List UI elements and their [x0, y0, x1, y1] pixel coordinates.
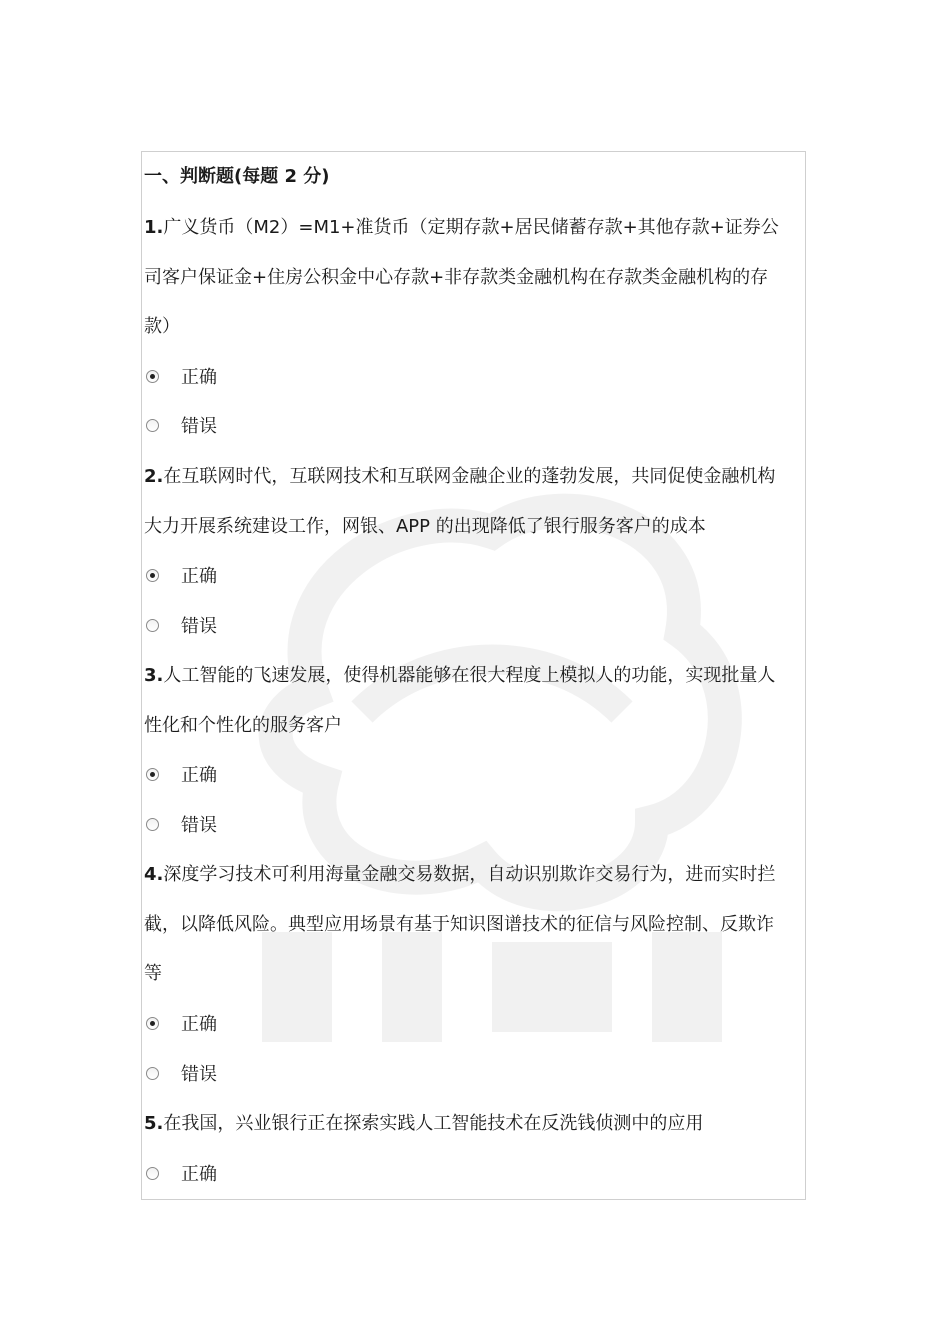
- question-line: 截，以降低风险。典型应用场景有基于知识图谱技术的征信与风险控制、反欺诈: [144, 913, 774, 935]
- question-number: 1.: [144, 217, 164, 238]
- option-q2-correct[interactable]: [146, 562, 217, 588]
- question-line: 大力开展系统建设工作，网银、APP 的出现降低了银行服务客户的成本: [144, 515, 706, 537]
- question-line: 款）: [144, 316, 180, 338]
- question-line: [144, 452, 805, 502]
- option-label: 正确: [181, 566, 217, 587]
- option-q2-wrong[interactable]: [146, 612, 217, 638]
- option-q4-wrong[interactable]: [146, 1060, 217, 1086]
- radio-unchecked-icon[interactable]: [146, 1067, 159, 1080]
- question-line: 司客户保证金+住房公积金中心存款+非存款类金融机构在存款类金融机构的存: [144, 266, 769, 288]
- question-text: 深度学习技术可利用海量金融交易数据，自动识别欺诈交易行为，进而实时拦: [163, 864, 776, 885]
- radio-checked-icon[interactable]: [146, 768, 159, 781]
- option-q3-correct[interactable]: [146, 761, 217, 787]
- radio-checked-icon[interactable]: [146, 569, 159, 582]
- question-text: 在互联网时代，互联网技术和互联网金融企业的蓬勃发展，共同促使金融机构: [163, 466, 776, 487]
- question-3: [144, 651, 805, 750]
- question-text: 人工智能的飞速发展，使得机器能够在很大程度上模拟人的功能，实现批量人: [163, 665, 776, 686]
- question-2: [144, 452, 805, 551]
- option-q5-correct[interactable]: [146, 1160, 217, 1186]
- option-q3-wrong[interactable]: [146, 811, 217, 837]
- question-5: [144, 1099, 805, 1149]
- question-number: 2.: [144, 466, 164, 487]
- option-label: 正确: [181, 765, 217, 786]
- option-label: 正确: [181, 1014, 217, 1035]
- radio-checked-icon[interactable]: [146, 1017, 159, 1030]
- option-label: 正确: [181, 1164, 217, 1185]
- option-label: 错误: [181, 616, 217, 637]
- radio-checked-icon[interactable]: [146, 370, 159, 383]
- question-line: [144, 1099, 805, 1149]
- option-label: 错误: [181, 1064, 217, 1085]
- question-line: [144, 651, 805, 701]
- radio-unchecked-icon[interactable]: [146, 1167, 159, 1180]
- option-label: 正确: [181, 367, 217, 388]
- question-4: [144, 850, 805, 999]
- question-line: 等: [144, 963, 162, 985]
- question-number: 4.: [144, 864, 164, 885]
- question-text: 广义货币（M2）=M1+准货币（定期存款+居民储蓄存款+其他存款+证券公: [163, 217, 779, 238]
- radio-unchecked-icon[interactable]: [146, 419, 159, 432]
- radio-unchecked-icon[interactable]: [146, 818, 159, 831]
- option-q1-correct[interactable]: [146, 363, 217, 389]
- question-line: [144, 203, 805, 253]
- option-q4-correct[interactable]: [146, 1010, 217, 1036]
- question-text: 在我国，兴业银行正在探索实践人工智能技术在反洗钱侦测中的应用: [163, 1113, 704, 1134]
- option-label: 错误: [181, 815, 217, 836]
- quiz-frame: [141, 151, 806, 1200]
- question-line: [144, 850, 805, 900]
- option-q1-wrong[interactable]: [146, 412, 217, 438]
- question-number: 5.: [144, 1113, 164, 1134]
- radio-unchecked-icon[interactable]: [146, 619, 159, 632]
- question-1: [144, 203, 805, 352]
- question-number: 3.: [144, 665, 164, 686]
- option-label: 错误: [181, 416, 217, 437]
- question-line: 性化和个性化的服务客户: [144, 714, 342, 736]
- section-title: 一、判断题(每题 2 分): [144, 166, 330, 187]
